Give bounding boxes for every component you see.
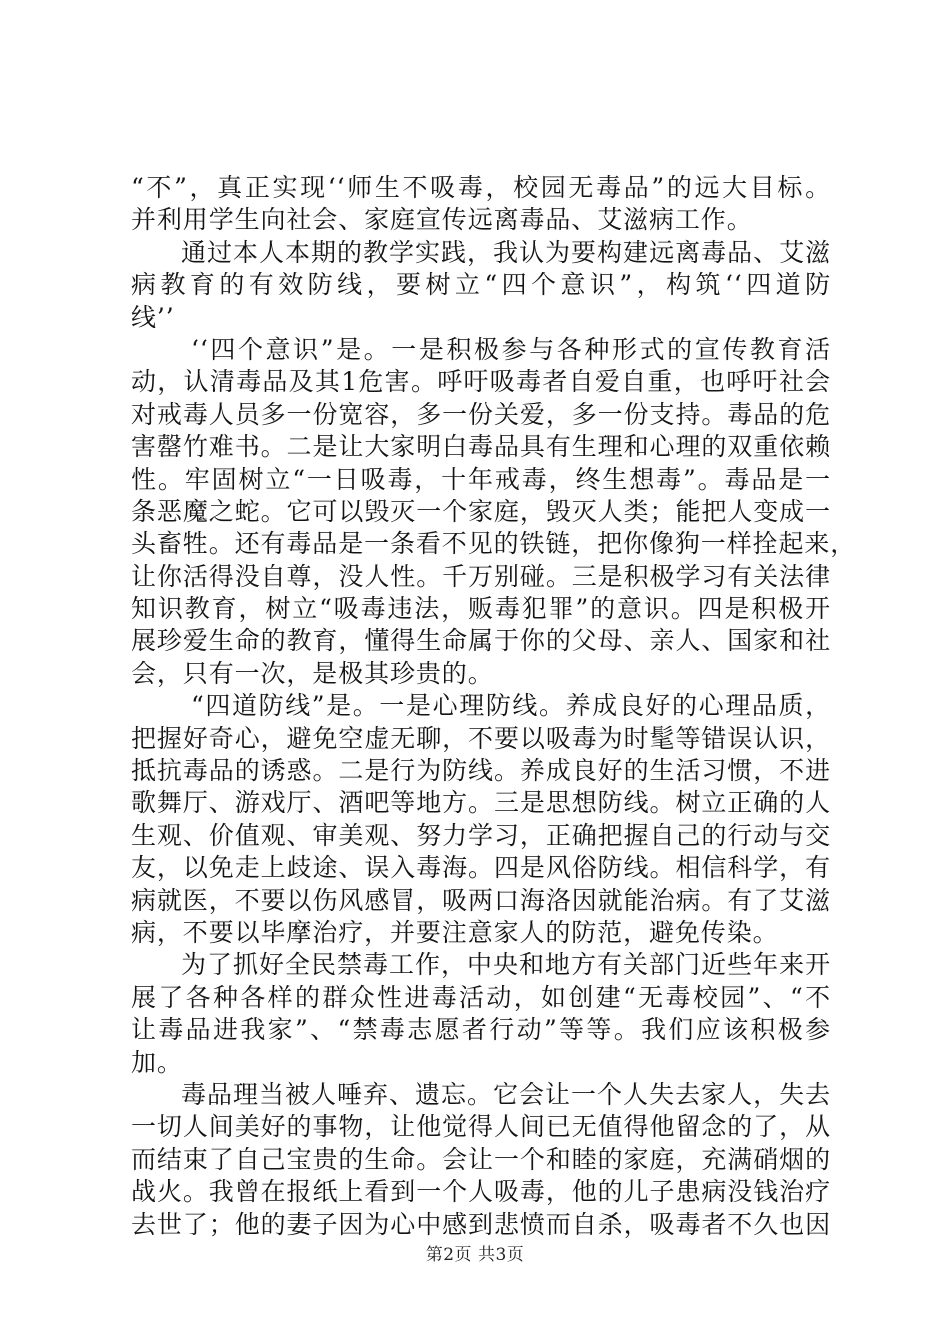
- text-line: 把握好奇心，避免空虚无聊，不要以吸毒为时髦等错误认识，: [131, 723, 831, 753]
- text-line: 一切人间美好的事物，让他觉得人间已无值得他留念的了，从: [131, 1112, 831, 1142]
- text-line: 毒品理当被人唾弃、遗忘。它会让一个人失去家人，失去: [181, 1079, 831, 1109]
- text-line: 条恶魔之蛇。它可以毁灭一个家庭，毁灭人类；能把人变成一: [131, 496, 831, 526]
- text-line: 展了各种各样的群众性进毒活动，如创建“无毒校园”、“不: [131, 982, 831, 1012]
- text-line: 头畜牲。还有毒品是一条看不见的铁链，把你像狗一样拴起来，: [131, 529, 857, 559]
- paragraph: [131, 237, 831, 334]
- text-line: 歌舞厅、游戏厅、酒吧等地方。三是思想防线。树立正确的人: [131, 788, 831, 818]
- text-line: “四道防线”是。一是心理防线。养成良好的心理品质，: [191, 691, 831, 721]
- text-line: 为了抓好全民禁毒工作，中央和地方有关部门近些年来开: [181, 950, 831, 980]
- page-number: 第2页 共3页: [425, 1245, 525, 1265]
- paragraph: [131, 949, 831, 1079]
- text-line: 知识教育，树立“吸毒违法，贩毒犯罪”的意识。四是积极开: [131, 594, 831, 624]
- document-body: [131, 172, 857, 1241]
- page-footer: [0, 1240, 950, 1265]
- text-line: 线’’: [131, 302, 175, 332]
- paragraph: [131, 334, 857, 690]
- text-line: 展珍爱生命的教育，懂得生命属于你的父母、亲人、国家和社: [131, 626, 831, 656]
- text-line: 病，不要以毕摩治疗，并要注意家人的防范，避免传染。: [131, 917, 779, 947]
- text-line: 让你活得没自尊，没人性。千万别碰。三是积极学习有关法律: [131, 561, 831, 591]
- text-line: 性。牢固树立“一日吸毒，十年戒毒，终生想毒”。毒品是一: [131, 464, 831, 494]
- text-line: 让毒品进我家”、“禁毒志愿者行动”等等。我们应该积极参: [131, 1015, 831, 1045]
- text-line: 通过本人本期的教学实践，我认为要构建远离毒品、艾滋: [181, 237, 831, 267]
- text-line: 动，认清毒品及其1危害。呼吁吸毒者自爱自重，也呼吁社会: [131, 367, 831, 397]
- paragraph: [131, 690, 831, 949]
- text-line: 战火。我曾在报纸上看到一个人吸毒，他的儿子患病没钱治疗: [131, 1177, 831, 1207]
- paragraph: [131, 172, 831, 237]
- text-line: “不”，真正实现‘‘师生不吸毒，校园无毒品”的远大目标。: [131, 173, 831, 202]
- text-line: 加。: [131, 1047, 183, 1077]
- paragraph: [131, 1079, 831, 1241]
- text-line: 会，只有一次，是极其珍贵的。: [131, 658, 494, 688]
- text-line: 抵抗毒品的诱惑。二是行为防线。养成良好的生活习惯，不进: [131, 756, 831, 786]
- text-line: 去世了；他的妻子因为心中感到悲愤而自杀，吸毒者不久也因: [131, 1209, 831, 1239]
- text-line: 生观、价值观、审美观、努力学习，正确把握自己的行动与交: [131, 820, 831, 850]
- text-line: ‘‘四个意识”是。一是积极参与各种形式的宣传教育活: [191, 334, 831, 364]
- text-line: 病就医，不要以伤风感冒，吸两口海洛因就能治病。有了艾滋: [131, 885, 831, 915]
- text-line: 并利用学生向社会、家庭宣传远离毒品、艾滋病工作。: [131, 205, 753, 235]
- text-line: 害罄竹难书。二是让大家明白毒品具有生理和心理的双重依赖: [131, 432, 831, 462]
- text-line: 对戒毒人员多一份宽容，多一份关爱，多一份支持。毒品的危: [131, 399, 831, 429]
- text-line: 病教育的有效防线，要树立“四个意识”，构筑‘‘四道防: [131, 270, 831, 300]
- text-line: 而结束了自己宝贵的生命。会让一个和睦的家庭，充满硝烟的: [131, 1144, 831, 1174]
- text-line: 友，以免走上歧途、误入毒海。四是风俗防线。相信科学，有: [131, 853, 831, 883]
